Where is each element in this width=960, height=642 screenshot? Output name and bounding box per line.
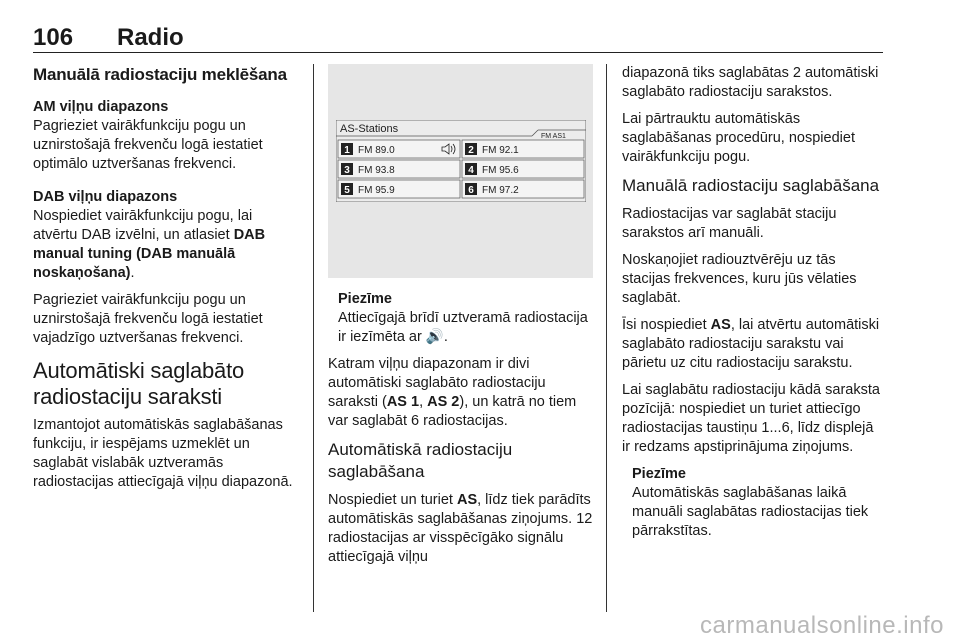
section-title-manual-search: Manuālā radiostaciju meklēšana: [33, 65, 287, 84]
dab-manual-tuning-label: DAB manual tuning (DAB manuālā noskaņošana): [33, 227, 266, 281]
station-frequency: FM 95.6: [482, 165, 519, 176]
column-divider-2: [606, 64, 607, 612]
station-cell-6: [462, 180, 584, 198]
section-title-manual-save: Manuālā radiostaciju saglabāšana: [622, 176, 880, 195]
station-frequency: FM 89.0: [358, 145, 395, 156]
station-number: 6: [468, 185, 474, 196]
column-3: [622, 64, 884, 549]
auto-lists-text: Izmantojot automātiskās saglabāšanas funkciju, ir iespējams uzmeklēt un saglabāt vislabāk uztveramās radiostacijas attiecīgajā viļņu diapazonā.: [33, 417, 293, 490]
note-title: Piezīme: [338, 291, 392, 307]
am-heading: AM viļņu diapazons: [33, 99, 169, 115]
page-header: [33, 18, 883, 53]
station-frequency: FM 93.8: [358, 165, 395, 176]
station-cell-2: [462, 140, 584, 158]
station-cell-4: [462, 160, 584, 178]
note-2: [622, 465, 884, 541]
note-text: Attiecīgajā brīdī uztveramā radiostacija ir iezīmēta ar 🔊.: [338, 310, 588, 345]
note-1: [328, 290, 593, 347]
station-number: 1: [344, 145, 350, 156]
station-cell-3: [338, 160, 460, 178]
station-cell-1: [338, 140, 460, 158]
note-text-2: Automātiskās saglabāšanas laikā manuāli saglabātas radiostacijas tiek pārrakstītas.: [632, 485, 869, 539]
display-tag: FM AS1: [541, 133, 566, 140]
manual-save-p4: Lai saglabātu radiostaciju kādā saraksta pozīcijā: nospiediet un turiet attiecīgo radiostacijas taustiņu 1...6, līdz displejā ir redzams apstiprinājuma ziņojums.: [622, 382, 880, 455]
manual-save-p1: Radiostacijas var saglabāt staciju sarakstos arī manuāli.: [622, 206, 837, 241]
station-frequency: FM 97.2: [482, 185, 519, 196]
stop-auto-save-text: Lai pārtrauktu automātiskās saglabāšanas procedūru, nospiediet vairākfunkciju pogu.: [622, 111, 855, 165]
station-number: 5: [344, 185, 350, 196]
lists-info-text: Katram viļņu diapazonam ir divi automātiski saglabāto radiostaciju saraksti (AS 1, AS 2), un katrā no tiem var saglabāt 6 radiostacijas.: [328, 356, 577, 429]
station-frequency: FM 92.1: [482, 145, 519, 156]
dab-text-2: Pagrieziet vairākfunkciju pogu un uznirstošajā frekvenču logā iestatiet vajadzīgo uztveršanas frekvenci.: [33, 292, 263, 346]
column-2: [328, 64, 593, 575]
speaker-icon: 🔊.: [421, 329, 448, 345]
auto-save-text: Nospiediet un turiet AS, līdz tiek parādīts automātiskās saglabāšanas ziņojums. 12 radiostacijas ar visspēcīgāko signālu attiecīgajā viļņu: [328, 492, 593, 565]
auto-save-continued: diapazonā tiks saglabātas 2 automātiski saglabāto radiostaciju sarakstos.: [622, 65, 879, 100]
chapter-title: Radio: [117, 24, 184, 51]
manual-save-p2: Noskaņojiet radiouztvērēju uz tās stacijas frekvences, kuru jūs vēlaties saglabāt.: [622, 252, 857, 306]
column-1: [33, 64, 295, 500]
station-cell-5: [338, 180, 460, 198]
as-stations-display: [336, 120, 586, 202]
station-number: 4: [468, 165, 474, 176]
note-title-2: Piezīme: [632, 466, 686, 482]
display-title: AS-Stations: [340, 123, 399, 135]
dab-heading: DAB viļņu diapazons: [33, 189, 178, 205]
station-number: 3: [344, 165, 350, 176]
manual-save-p3: Īsi nospiediet AS, lai atvērtu automātiski saglabāto radiostaciju sarakstu vai pārietu uz citu radiostaciju sarakstu.: [622, 317, 880, 371]
watermark: carmanualsonline.info: [700, 612, 944, 639]
am-text: Pagrieziet vairākfunkciju pogu un uznirstošajā frekvenču logā iestatiet optimālo uztveršanas frekvenci.: [33, 118, 263, 172]
page-number: 106: [33, 24, 74, 51]
section-title-auto-save: Automātiskā radiostaciju saglabāšana: [328, 440, 513, 481]
section-title-auto-lists: Automātiski saglabāto radiostaciju saraksti: [33, 358, 245, 409]
as-stations-screen-figure: [328, 64, 593, 278]
dab-text: Nospiediet vairākfunkciju pogu, lai atvērtu DAB izvēlni, un atlasiet DAB manual tuning (DAB manuālā noskaņošana).: [33, 208, 266, 281]
column-divider-1: [313, 64, 314, 612]
station-frequency: FM 95.9: [358, 185, 395, 196]
station-number: 2: [468, 145, 474, 156]
